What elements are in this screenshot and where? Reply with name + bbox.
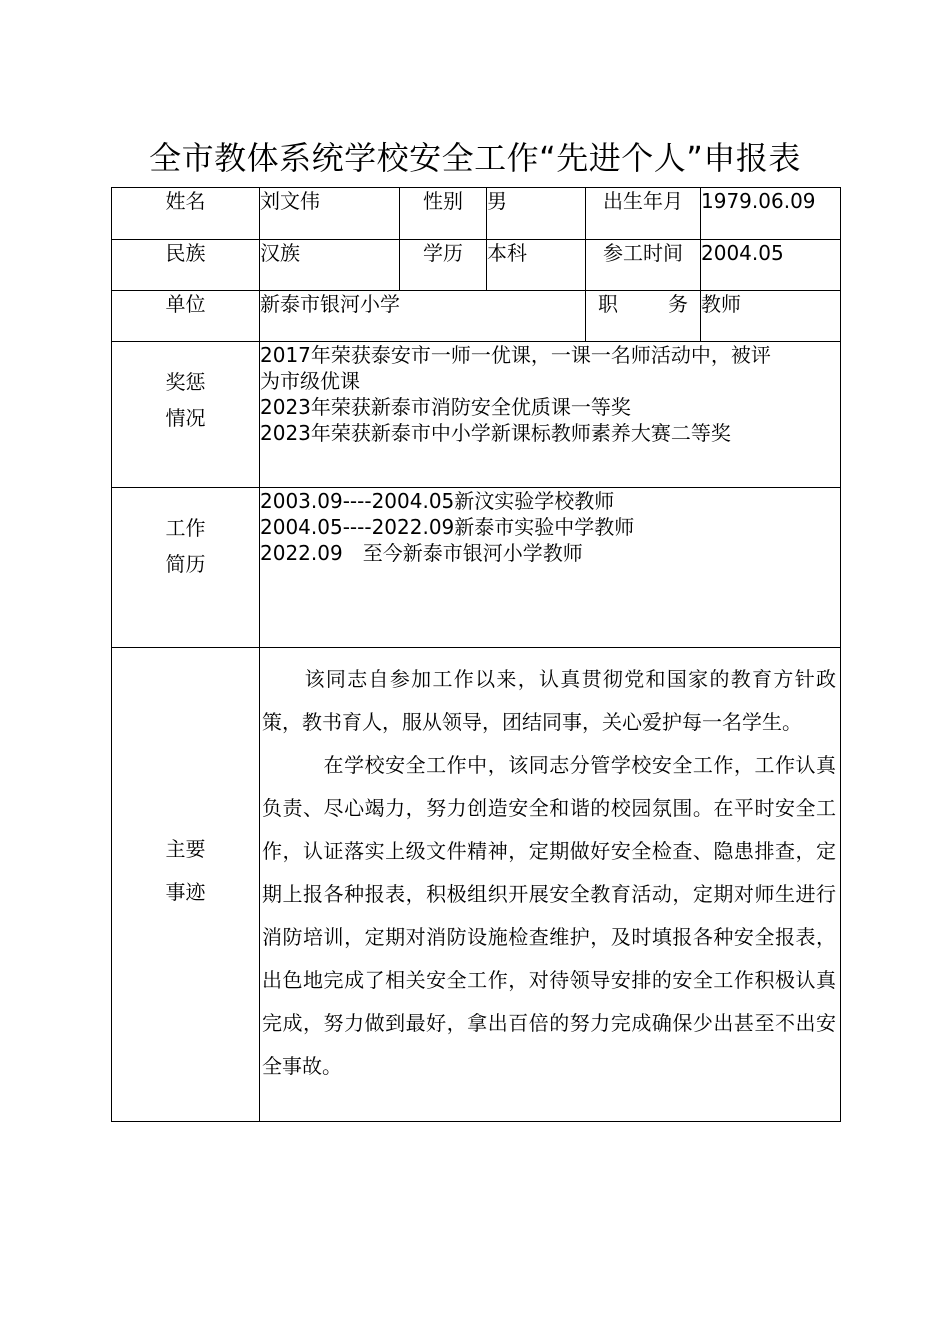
deeds-content-cell [260, 648, 841, 1122]
position-label-char-2: 务 [668, 292, 688, 316]
resume-label-cell [112, 488, 260, 648]
gender-label: 性别 [423, 189, 463, 213]
birth-label: 出生年月 [603, 189, 683, 213]
award-line: 2023年荣获新泰市中小学新课标教师素养大赛二等奖 [260, 421, 731, 445]
gender-value: 男 [487, 189, 507, 213]
resume-content-cell [260, 488, 841, 648]
education-value-cell [487, 240, 586, 291]
ethnic-label-cell [112, 240, 260, 291]
deeds-paragraph-2: 在学校安全工作中，该同志分管学校安全工作，工作认真负责、尽心竭力，努力创造安全和谐的校园氛围。在平时安全工作，认证落实上级文件精神，定期做好安全检查、隐患排查，定期上报各种报表，积极组织开展安全教育活动，定期对师生进行消防培训，定期对消防设施检查维护，及时填报各种安全报表，出色地完成了相关安全工作，对待领导安排的安全工作积极认真完成，努力做到最好，拿出百倍的努力完成确保少出甚至不出安全事故。 [262, 753, 836, 1078]
awards-label-line-1: 奖惩 [165, 370, 206, 394]
award-line: 为市级优课 [260, 369, 360, 393]
ethnic-label: 民族 [165, 241, 206, 265]
ethnic-value: 汉族 [260, 241, 300, 265]
work-start-value-cell [701, 240, 841, 291]
deeds-label-line-1: 主要 [165, 837, 206, 861]
deeds-paragraph-1: 该同志自参加工作以来，认真贯彻党和国家的教育方针政策，教书育人，服从领导，团结同事，关心爱护每一名学生。 [262, 667, 836, 734]
deeds-label-cell [112, 648, 260, 1122]
awards-list [260, 342, 840, 446]
resume-list [260, 488, 840, 566]
row-basic-1 [112, 188, 841, 240]
award-line: 2017年荣获泰安市一师一优课，一课一名师活动中，被评 [260, 343, 771, 367]
unit-value-cell [260, 291, 586, 342]
name-label: 姓名 [165, 189, 206, 213]
award-line: 2023年荣获新泰市消防安全优质课一等奖 [260, 395, 631, 419]
position-value-cell [701, 291, 841, 342]
education-label: 学历 [423, 241, 463, 265]
gender-label-cell [400, 188, 487, 240]
name-label-cell [112, 188, 260, 240]
application-form-table [111, 187, 841, 1122]
deeds-label-line-2: 事迹 [165, 880, 206, 904]
gender-value-cell [487, 188, 586, 240]
unit-label-cell [112, 291, 260, 342]
unit-label: 单位 [165, 292, 206, 316]
ethnic-value-cell [260, 240, 400, 291]
position-label-cell [586, 291, 701, 342]
education-value: 本科 [487, 241, 527, 265]
birth-value-cell [701, 188, 841, 240]
education-label-cell [400, 240, 487, 291]
awards-label-line-2: 情况 [165, 406, 206, 430]
position-label [586, 291, 700, 317]
form-title: 全市教体系统学校安全工作“先进个人”申报表 [149, 139, 801, 177]
resume-label-line-2: 简历 [165, 552, 206, 576]
position-value: 教师 [701, 292, 741, 316]
deeds-text [260, 648, 840, 1088]
row-basic-3 [112, 291, 841, 342]
birth-label-cell [586, 188, 701, 240]
awards-content-cell [260, 342, 841, 488]
work-start-value: 2004.05 [701, 241, 784, 265]
unit-value: 新泰市银河小学 [260, 292, 400, 316]
name-value: 刘文伟 [260, 189, 320, 213]
birth-value: 1979.06.09 [701, 189, 816, 213]
row-resume [112, 488, 841, 648]
resume-line: 2022.09 至今新泰市银河小学教师 [260, 541, 583, 565]
position-label-char-1: 职 [598, 292, 618, 316]
resume-line: 2004.05----2022.09新泰市实验中学教师 [260, 515, 635, 539]
row-basic-2 [112, 240, 841, 291]
row-main-deeds [112, 648, 841, 1122]
resume-label-line-1: 工作 [165, 516, 206, 540]
awards-label-cell [112, 342, 260, 488]
work-start-label: 参工时间 [603, 241, 683, 265]
work-start-label-cell [586, 240, 701, 291]
resume-line: 2003.09----2004.05新汶实验学校教师 [260, 489, 615, 513]
row-awards [112, 342, 841, 488]
name-value-cell [260, 188, 400, 240]
